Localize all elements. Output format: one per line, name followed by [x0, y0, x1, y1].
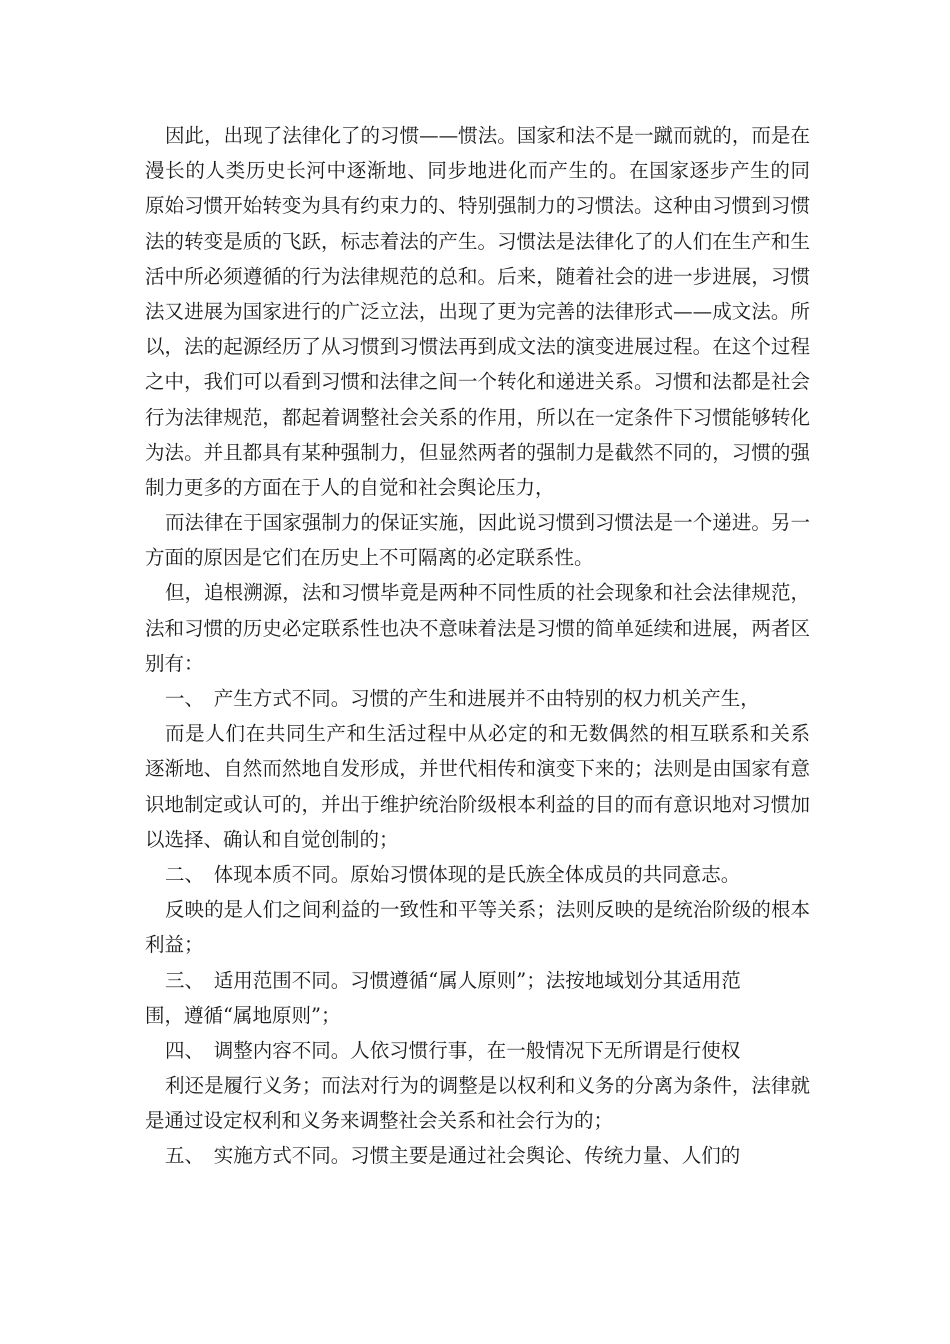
text-line: 以，法的起源经历了从习惯到习惯法再到成文法的演变进展过程。在这个过程 [145, 335, 810, 359]
text-line: 为法。并且都具有某种强制力，但显然两者的强制力是截然不同的，习惯的强 [145, 440, 810, 464]
text-line: 而法律在于国家强制力的保证实施，因此说习惯到习惯法是一个递进。另一 [165, 511, 810, 535]
text-line: 以选择、确认和自觉创制的； [145, 827, 399, 851]
text-line: 二、 体现本质不同。原始习惯体现的是氏族全体成员的共同意志。 [165, 862, 741, 886]
text-line: 之中，我们可以看到习惯和法律之间一个转化和递进关系。习惯和法都是社会 [145, 370, 810, 394]
text-line: 利还是履行义务；而法对行为的调整是以权利和义务的分离为条件，法律就 [165, 1074, 810, 1098]
text-line: 原始习惯开始转变为具有约束力的、特别强制力的习惯法。这种由习惯到习惯 [145, 194, 810, 218]
text-line: 但，追根溯源，法和习惯毕竟是两种不同性质的社会现象和社会法律规范， [165, 581, 810, 605]
text-line: 法又进展为国家进行的广泛立法，出现了更为完善的法律形式——成文法。所 [145, 299, 810, 323]
text-line: 识地制定或认可的，并出于维护统治阶级根本利益的目的而有意识地对习惯加 [145, 792, 810, 816]
text-line: 是通过设定权利和义务来调整社会关系和社会行为的； [145, 1109, 614, 1133]
text-line: 行为法律规范，都起着调整社会关系的作用，所以在一定条件下习惯能够转化 [145, 405, 810, 429]
text-line: 三、 适用范围不同。习惯遵循“属人原则”；法按地域划分其适用范 [165, 968, 741, 992]
text-line: 方面的原因是它们在历史上不可隔离的必定联系性。 [145, 546, 594, 570]
text-line: 一、 产生方式不同。习惯的产生和进展并不由特别的权力机关产生， [165, 687, 760, 710]
text-line: 逐渐地、自然而然地自发形成，并世代相传和演变下来的；法则是由国家有意 [145, 757, 810, 781]
document-body [145, 118, 810, 1174]
text-line: 反映的是人们之间利益的一致性和平等关系；法则反映的是统治阶级的根本 [165, 898, 810, 922]
text-line: 围，遵循“属地原则”； [145, 1003, 341, 1027]
text-line: 法和习惯的历史必定联系性也决不意味着法是习惯的简单延续和进展，两者区 [145, 616, 810, 640]
text-line: 漫长的人类历史长河中逐渐地、同步地进化而产生的。在国家逐步产生的同 [145, 159, 810, 183]
text-line: 五、 实施方式不同。习惯主要是通过社会舆论、传统力量、人们的 [165, 1144, 741, 1168]
text-line: 制力更多的方面在于人的自觉和社会舆论压力， [145, 475, 555, 499]
text-line: 因此，出现了法律化了的习惯——惯法。国家和法不是一蹴而就的，而是在 [165, 124, 810, 147]
text-line: 四、 调整内容不同。人依习惯行事，在一般情况下无所谓是行使权 [165, 1038, 741, 1062]
text-line: 活中所必须遵循的行为法律规范的总和。后来，随着社会的进一步进展，习惯 [145, 264, 810, 288]
text-line: 法的转变是质的飞跃，标志着法的产生。习惯法是法律化了的人们在生产和生 [145, 229, 810, 253]
text-line: 利益； [145, 933, 204, 957]
text-line: 别有： [145, 651, 204, 675]
text-line: 而是人们在共同生产和生活过程中从必定的和无数偶然的相互联系和关系 [165, 722, 810, 746]
